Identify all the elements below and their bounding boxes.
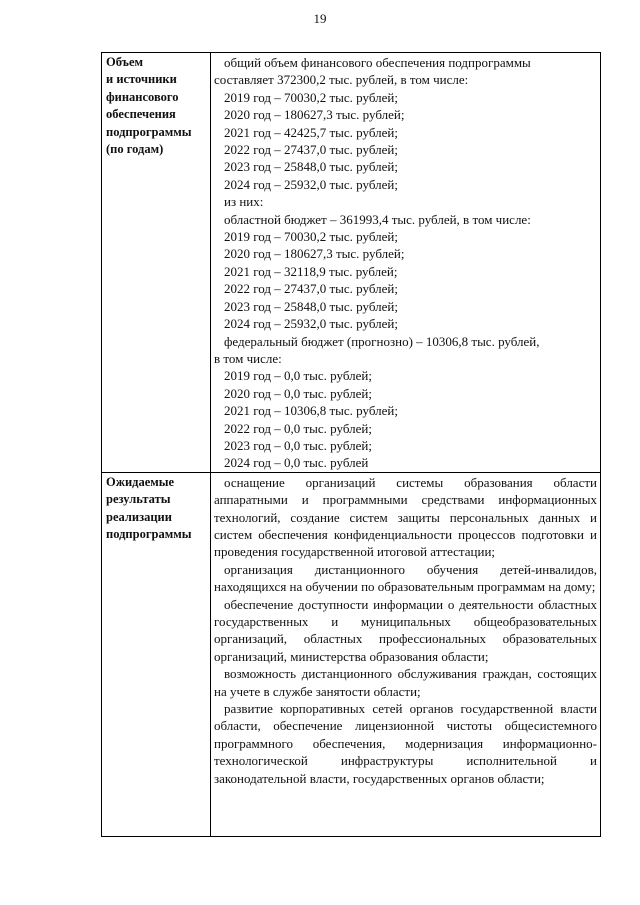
- financing-line: 2021 год – 10306,8 тыс. рублей;: [224, 403, 398, 419]
- financing-line: 2021 год – 32118,9 тыс. рублей;: [224, 263, 398, 279]
- result-paragraph: возможность дистанционного обслуживания граждан, состоящих на учете в службе занятости области;: [214, 666, 597, 699]
- financing-line: составляет 372300,2 тыс. рублей, в том числе:: [214, 72, 469, 88]
- table-row-results: [102, 472, 601, 836]
- result-paragraph: организация дистанционного обучения детей-инвалидов, находящихся на обучении по образовательным программам на дому;: [214, 561, 597, 595]
- financing-line: 2024 год – 25932,0 тыс. рублей;: [224, 316, 398, 332]
- result-paragraph: развитие корпоративных сетей органов государственной власти области, обеспечение лицензионной чистоты общесистемного программного обеспечения, модернизация информационно-технологической инфраструктуры исполнительной и законодательной власти, государственных органов области;: [214, 701, 597, 786]
- row-label-financing: [102, 53, 211, 473]
- financing-line: 2022 год – 27437,0 тыс. рублей;: [224, 142, 398, 158]
- row-content-results: [211, 472, 601, 836]
- financing-line: 2019 год – 70030,2 тыс. рублей;: [224, 229, 398, 245]
- financing-line: в том числе:: [214, 350, 282, 366]
- financing-line: 2023 год – 25848,0 тыс. рублей;: [224, 298, 398, 314]
- financing-line: 2021 год – 42425,7 тыс. рублей;: [224, 124, 398, 140]
- financing-line: общий объем финансового обеспечения подпрограммы: [224, 55, 531, 70]
- result-paragraph: обеспечение доступности информации о деятельности областных государственных и муниципальных общеобразовательных организаций, областных профессиональных образовательных организаций, министерства образования области;: [214, 596, 597, 664]
- row-content-financing: [211, 53, 601, 473]
- financing-line: 2020 год – 180627,3 тыс. рублей;: [224, 246, 405, 262]
- financing-line: 2020 год – 180627,3 тыс. рублей;: [224, 107, 405, 123]
- financing-line: 2023 год – 0,0 тыс. рублей;: [224, 437, 372, 453]
- page-number: 19: [313, 11, 327, 26]
- label-line: Ожидаемые результаты реализации подпрограммы: [106, 474, 192, 541]
- financing-line: 2024 год – 25932,0 тыс. рублей;: [224, 176, 398, 192]
- financing-line: 2024 год – 0,0 тыс. рублей: [224, 455, 369, 471]
- table-row-financing: [102, 53, 601, 473]
- financing-line: из них:: [224, 194, 264, 210]
- financing-line: областной бюджет – 361993,4 тыс. рублей, в том числе:: [224, 211, 531, 227]
- financing-line: 2019 год – 0,0 тыс. рублей;: [224, 368, 372, 384]
- financing-line: 2022 год – 27437,0 тыс. рублей;: [224, 281, 398, 297]
- financing-line: 2019 год – 70030,2 тыс. рублей;: [224, 89, 398, 105]
- row-label-results: [102, 472, 211, 836]
- financing-line: федеральный бюджет (прогнозно) – 10306,8 тыс. рублей,: [224, 333, 540, 349]
- financing-line: 2022 год – 0,0 тыс. рублей;: [224, 420, 372, 436]
- label-line: Объем и источники финансового обеспечения подпрограммы (по годам): [106, 55, 192, 157]
- financing-line: 2023 год – 25848,0 тыс. рублей;: [224, 159, 398, 175]
- result-paragraph: оснащение организаций системы образования области аппаратными и программными средствами информационных технологий, создание систем защиты персональных данных и систем обеспечения конфиденциальности процессов подготовки и проведения государственной итоговой аттестации;: [214, 474, 597, 560]
- subprogram-passport-table: [101, 52, 601, 837]
- financing-line: 2020 год – 0,0 тыс. рублей;: [224, 385, 372, 401]
